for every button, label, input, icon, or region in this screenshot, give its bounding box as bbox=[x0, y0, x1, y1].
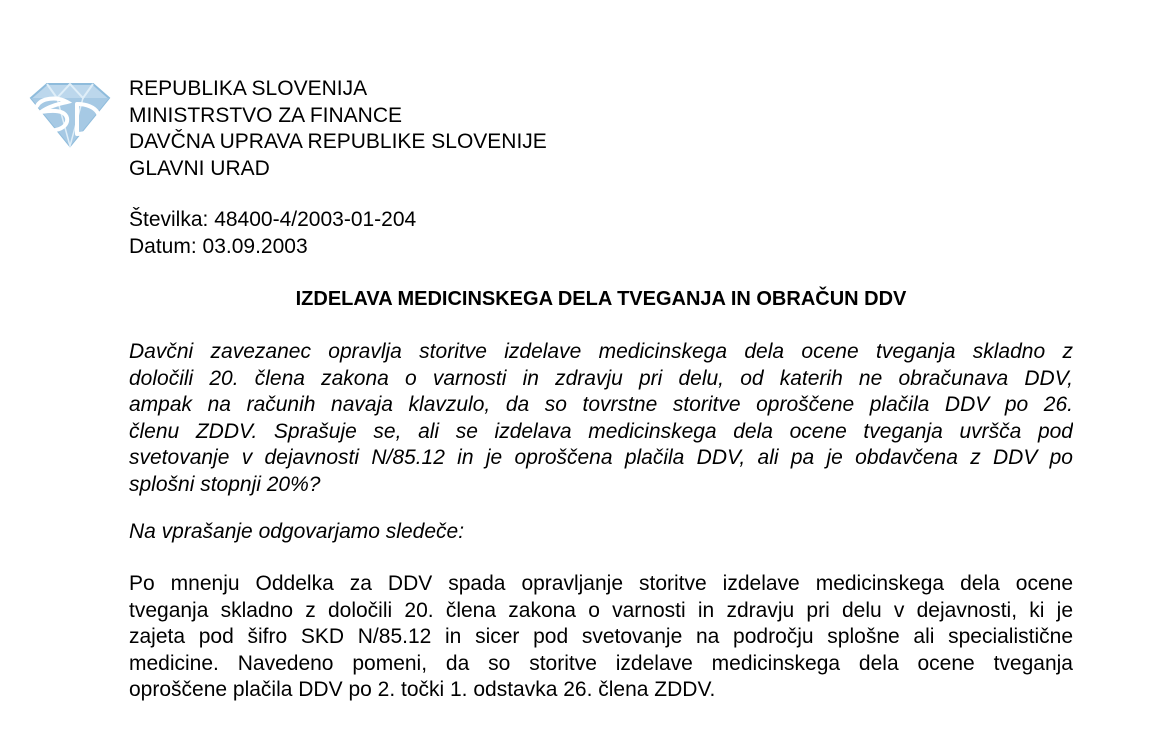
answer-intro-text: Na vprašanje odgovarjamo sledeče: bbox=[129, 520, 465, 543]
question-paragraph bbox=[129, 339, 1073, 498]
header-line-republic: REPUBLIKA SLOVENIJA bbox=[129, 77, 368, 100]
header-line-ministry: MINISTRSTVO ZA FINANCE bbox=[129, 103, 403, 127]
answer-line: oproščene plačila DDV po 2. točki 1. odstavka 26. člena ZDDV. bbox=[129, 678, 716, 701]
answer-line: tveganja skladno z določili 20. člena zakona o varnosti in zdravju pri delu v dejavnosti, ki je bbox=[129, 598, 1073, 622]
document-number: Številka: 48400-4/2003-01-204 bbox=[129, 208, 417, 231]
answer-line: medicine. Navedeno pomeni, da so storitve izdelave medicinskega dela ocene tveganja bbox=[129, 651, 1073, 675]
header-line-main-office: GLAVNI URAD bbox=[129, 156, 270, 180]
document-date: Datum: 03.09.2003 bbox=[129, 234, 308, 258]
document-title: IZDELAVA MEDICINSKEGA DELA TVEGANJA IN OBRAČUN DDV bbox=[295, 288, 907, 310]
tax-administration-logo bbox=[27, 76, 113, 148]
document-meta bbox=[129, 207, 416, 260]
issuer-header bbox=[129, 76, 547, 182]
question-line: ampak na računih navaja klavzulo, da so tovrstne storitve oproščene plačila DDV po 26. bbox=[129, 393, 1073, 416]
question-line: Davčni zavezanec opravlja storitve izdelave medicinskega dela ocene tveganja skladno z bbox=[129, 340, 1073, 363]
header-line-tax-office: DAVČNA UPRAVA REPUBLIKE SLOVENIJE bbox=[129, 130, 547, 153]
question-line: členu ZDDV. Sprašuje se, ali se izdelava medicinskega dela ocene tveganja uvršča pod bbox=[129, 419, 1073, 443]
question-line: svetovanje v dejavnosti N/85.12 in je oproščena plačila DDV, ali pa je obdavčena z DDV po bbox=[129, 446, 1073, 469]
question-line: določili 20. člena zakona o varnosti in zdravju pri delu, od katerih ne obračunava DDV, bbox=[129, 366, 1073, 390]
question-line: splošni stopnji 20%? bbox=[129, 472, 321, 496]
answer-line: zajeta pod šifro SKD N/85.12 in sicer pod svetovanje na področju splošne ali specialistične bbox=[129, 625, 1073, 648]
answer-line: Po mnenju Oddelka za DDV spada opravljanje storitve izdelave medicinskega dela ocene bbox=[129, 572, 1073, 595]
answer-paragraph bbox=[129, 571, 1073, 704]
answer-intro bbox=[129, 519, 1073, 546]
